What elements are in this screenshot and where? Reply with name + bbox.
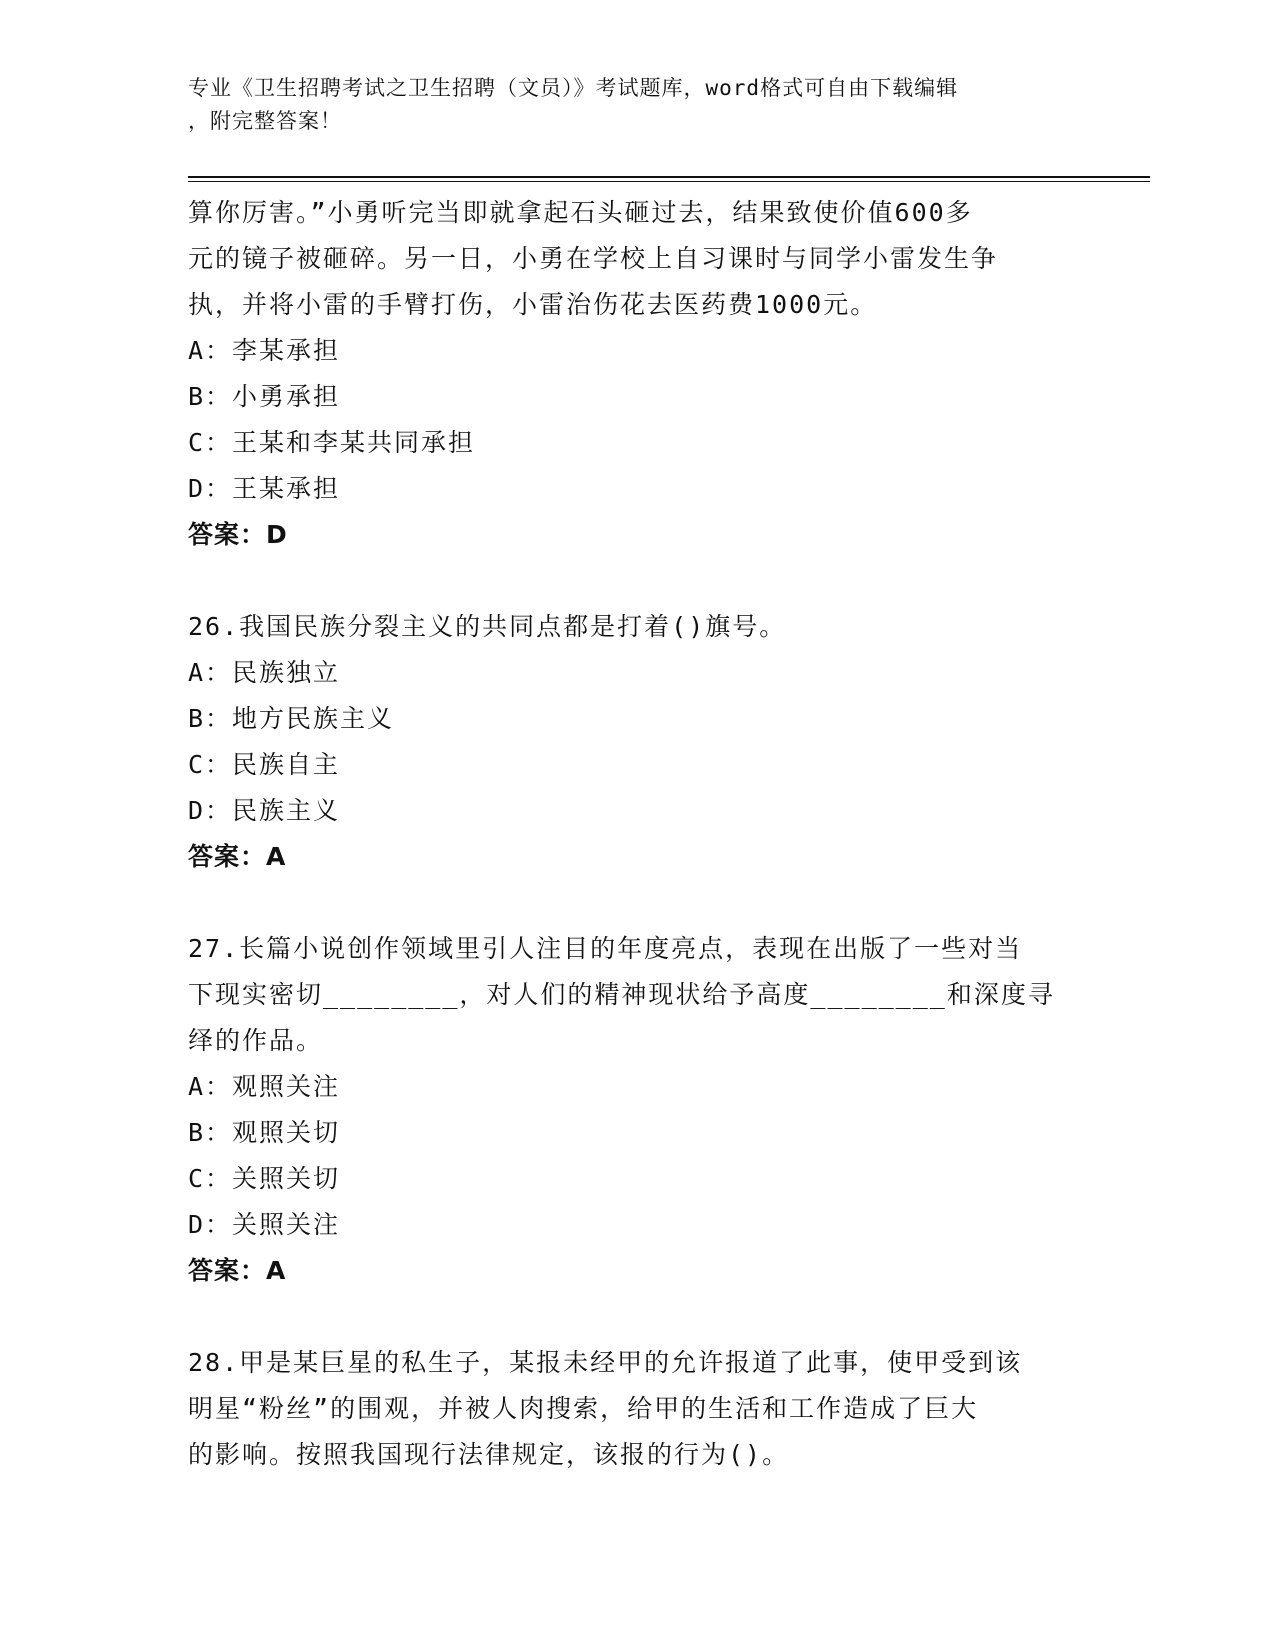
header-rule-thick	[188, 176, 1150, 178]
document-header	[188, 72, 1068, 138]
question-list	[188, 190, 1088, 1478]
answer-label: 答案：D	[188, 520, 288, 549]
header-line-1: 专业《卫生招聘考试之卫生招聘（文员）》考试题库，word格式可自由下载编辑	[188, 76, 959, 100]
question-28	[188, 1340, 1088, 1478]
option-c: C：民族自主	[188, 750, 341, 779]
question-27	[188, 926, 1088, 1294]
header-rule-thin	[188, 181, 1150, 182]
question-text-line: 明星“粉丝”的围观，并被人肉搜索，给甲的生活和工作造成了巨大	[188, 1394, 979, 1423]
question-text-line: 28.甲是某巨星的私生子，某报未经甲的允许报道了此事，使甲受到该	[188, 1348, 1023, 1377]
question-text-line: 下现实密切________，对人们的精神现状给予高度________和深度寻	[188, 980, 1055, 1009]
option-a: A：观照关注	[188, 1072, 341, 1101]
option-d: D：关照关注	[188, 1210, 341, 1239]
question-text-line: 元的镜子被砸碎。另一日，小勇在学校上自习课时与同学小雷发生争	[188, 244, 999, 273]
question-text-line: 26.我国民族分裂主义的共同点都是打着()旗号。	[188, 612, 787, 641]
option-a: A：李某承担	[188, 336, 341, 365]
question-25	[188, 190, 1088, 558]
question-26	[188, 604, 1088, 880]
option-c: C：关照关切	[188, 1164, 341, 1193]
option-d: D：王某承担	[188, 474, 341, 503]
option-b: B：小勇承担	[188, 382, 341, 411]
question-text-line: 27.长篇小说创作领域里引人注目的年度亮点，表现在出版了一些对当	[188, 934, 1023, 963]
question-text-line: 绎的作品。	[188, 1026, 324, 1055]
option-a: A：民族独立	[188, 658, 341, 687]
question-text-line: 的影响。按照我国现行法律规定，该报的行为()。	[188, 1440, 790, 1469]
option-d: D：民族主义	[188, 796, 341, 825]
question-text-line: 算你厉害。”小勇听完当即就拿起石头砸过去，结果致使价值600多	[188, 198, 973, 227]
option-c: C：王某和李某共同承担	[188, 428, 476, 457]
answer-label: 答案：A	[188, 1256, 287, 1285]
option-b: B：观照关切	[188, 1118, 341, 1147]
header-line-2: ，附完整答案！	[188, 109, 342, 133]
answer-label: 答案：A	[188, 842, 287, 871]
option-b: B：地方民族主义	[188, 704, 395, 733]
question-text-line: 执，并将小雷的手臂打伤，小雷治伤花去医药费1000元。	[188, 290, 878, 319]
